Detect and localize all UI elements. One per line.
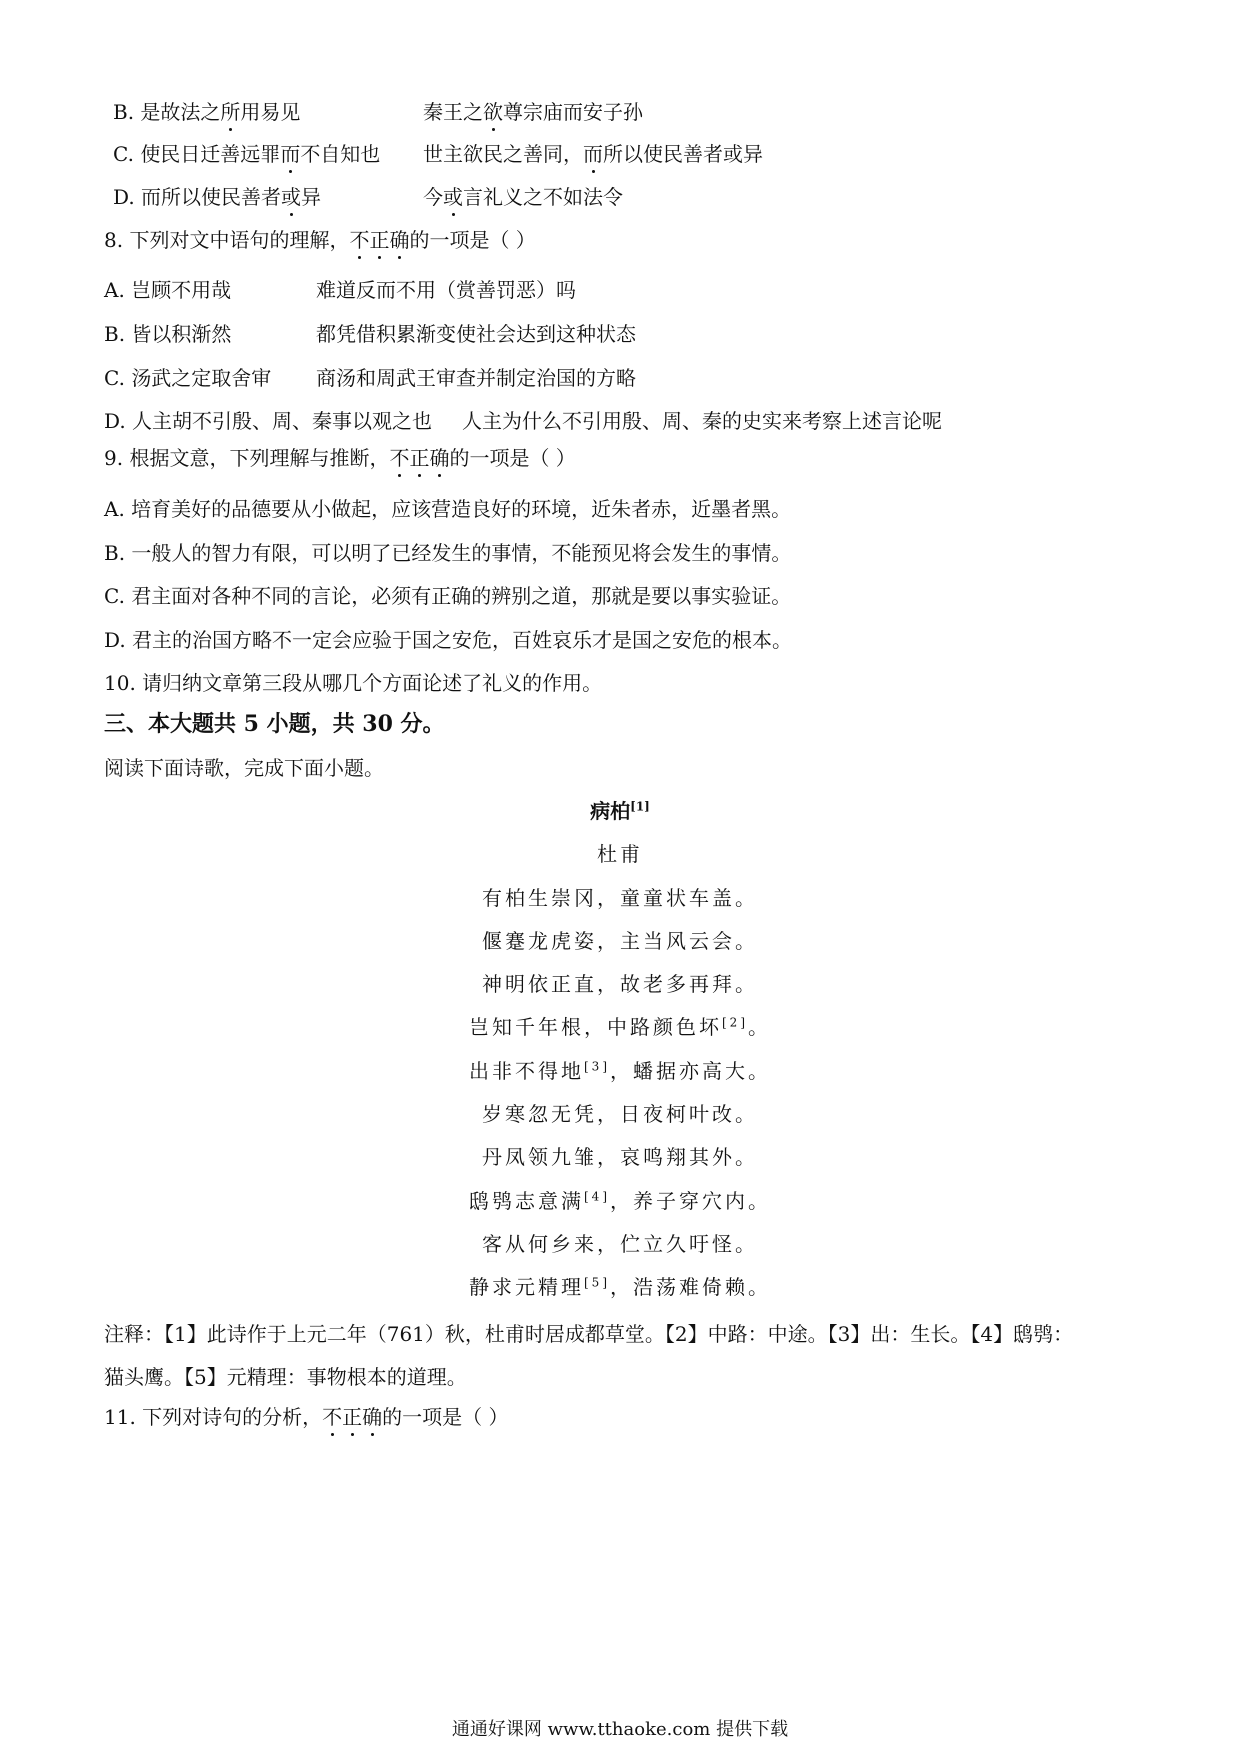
option-letter: D. [104, 628, 126, 652]
poem-line-text: 出非不得地 [469, 1059, 584, 1083]
option-text: 而所以使民善者 [141, 185, 282, 209]
emphasis-char: 不 [322, 1405, 343, 1429]
poem-line [0, 1187, 1240, 1215]
q8-stem [104, 226, 536, 254]
q9-option-a [104, 495, 791, 523]
emphasis-char: 不 [389, 446, 410, 470]
q9-option-c [104, 582, 791, 610]
option-text: 异 [301, 185, 322, 209]
option-text: 岂顾不用哉 [131, 278, 232, 302]
footnote-marker: [3] [584, 1059, 610, 1074]
q8-option-c-meaning: 商汤和周武王审查并制定治国的方略 [316, 366, 636, 390]
option-letter: B. [104, 541, 126, 565]
emphasis-char: 不 [349, 228, 370, 252]
q8-option-b [104, 320, 231, 348]
option-text: 不自知也 [300, 142, 381, 166]
emphasis-char: 确 [362, 1405, 383, 1429]
stem-text: 的一项是（ ） [409, 228, 536, 252]
q11-stem [104, 1403, 509, 1431]
q9-stem [104, 444, 576, 472]
emphasis-char: 确 [389, 228, 410, 252]
poem-line [0, 1057, 1240, 1085]
poem-line [0, 1013, 1240, 1041]
poem-title [0, 797, 1240, 825]
option-text: 用易见 [240, 100, 301, 124]
stem-text: 8. 下列对文中语句的理解， [104, 228, 350, 252]
option-letter: B. [113, 100, 135, 124]
emphasis-char: 正 [342, 1405, 363, 1429]
poem-line: 偃蹇龙虎姿，主当风云会。 [482, 929, 758, 953]
poem-author: 杜甫 [597, 842, 643, 866]
footnote-marker: [5] [584, 1275, 610, 1290]
poem-line-text: 鸱鸮志意满 [469, 1189, 584, 1213]
section-heading: 三、本大题共 5 小题，共 30 分。 [104, 711, 445, 737]
option-text: 是故法之 [140, 100, 221, 124]
stem-text: 11. 下列对诗句的分析， [104, 1405, 323, 1429]
footnote-marker: [2] [722, 1015, 748, 1030]
poem-line [0, 1273, 1240, 1301]
option-letter: D. [104, 409, 126, 433]
q8-option-a-meaning: 难道反而不用（赏善罚恶）吗 [316, 278, 576, 302]
q9-option-d [104, 626, 792, 654]
q7-option-c-right [423, 140, 763, 168]
option-text: 世主欲民之善同， [423, 142, 583, 166]
footer-watermark: 通通好课网 www.tthaoke.com 提供下载 [451, 1719, 789, 1740]
poem-notes-line1: 注释：【1】此诗作于上元二年（761）秋，杜甫时居成都草堂。【2】中路：中途。【3】出：生长。【4】鸱鸮： [104, 1322, 1074, 1346]
emphasis-char: 或 [443, 185, 463, 209]
poem-line: 丹凤领九雏，哀鸣翔其外。 [482, 1145, 758, 1169]
q8-option-b-meaning: 都凭借积累渐变使社会达到这种状态 [316, 322, 636, 346]
option-text: 所以使民善者或异 [603, 142, 763, 166]
option-text: 今 [423, 185, 443, 209]
option-letter: C. [104, 366, 125, 390]
option-text: 君主面对各种不同的言论，必须有正确的辨别之道，那就是要以事实验证。 [131, 584, 792, 608]
poem-line-text: ，浩荡难倚赖。 [610, 1275, 771, 1299]
poem-line: 神明依正直，故老多再拜。 [482, 972, 758, 996]
poem-line-text: ，养子穿穴内。 [610, 1189, 771, 1213]
q7-option-d [113, 183, 321, 211]
emphasis-char: 而 [583, 142, 603, 166]
emphasis-char: 而 [280, 142, 301, 166]
q7-option-b [113, 98, 300, 126]
poem-line-text: 静求元精理 [469, 1275, 584, 1299]
q10-stem: 10. 请归纳文章第三段从哪几个方面论述了礼义的作用。 [104, 671, 603, 695]
q8-option-a [104, 276, 231, 304]
option-letter: C. [113, 142, 134, 166]
emphasis-char: 正 [409, 446, 430, 470]
emphasis-char: 确 [429, 446, 450, 470]
option-text: 言礼义之不如法令 [463, 185, 623, 209]
q7-option-b-right [423, 98, 643, 126]
emphasis-char: 正 [369, 228, 390, 252]
poem-line: 有柏生崇冈，童童状车盖。 [482, 886, 758, 910]
stem-text: 的一项是（ ） [449, 446, 576, 470]
poem-line-text: 岂知千年根，中路颜色坏 [469, 1015, 722, 1039]
option-text: 培育美好的品德要从小做起，应该营造良好的环境，近朱者赤，近墨者黑。 [131, 497, 792, 521]
q9-option-b [104, 539, 791, 567]
option-text: 汤武之定取舍审 [131, 366, 272, 390]
poem-line: 客从何乡来，伫立久吁怪。 [482, 1232, 758, 1256]
footnote-marker: [1] [630, 799, 650, 814]
q7-option-c [113, 140, 380, 168]
option-text: 尊宗庙而安子孙 [503, 100, 643, 124]
section-intro: 阅读下面诗歌，完成下面小题。 [104, 756, 384, 780]
option-text: 秦王之 [423, 100, 483, 124]
option-text: 使民日迁善远罪 [140, 142, 281, 166]
emphasis-char: 所 [220, 100, 241, 124]
option-text: 皆以积渐然 [131, 322, 232, 346]
option-text: 人主胡不引殷、周、秦事以观之也 [132, 409, 433, 433]
q8-option-d [104, 407, 432, 435]
option-letter: A. [104, 497, 125, 521]
q8-option-d-meaning: 人主为什么不引用殷、周、秦的史实来考察上述言论呢 [462, 409, 942, 433]
option-letter: C. [104, 584, 125, 608]
emphasis-char: 或 [281, 185, 302, 209]
stem-text: 9. 根据文意，下列理解与推断， [104, 446, 390, 470]
poem-line-text: ，蟠据亦高大。 [610, 1059, 771, 1083]
option-text: 君主的治国方略不一定会应验于国之安危，百姓哀乐才是国之安危的根本。 [132, 628, 793, 652]
option-letter: D. [113, 185, 135, 209]
option-letter: B. [104, 322, 126, 346]
poem-title-text: 病柏 [590, 799, 631, 823]
option-text: 一般人的智力有限，可以明了已经发生的事情，不能预见将会发生的事情。 [131, 541, 792, 565]
poem-notes-line2: 猫头鹰。【5】元精理：事物根本的道理。 [104, 1365, 467, 1389]
poem-line: 岁寒忽无凭，日夜柯叶改。 [482, 1102, 758, 1126]
q7-option-d-right [423, 183, 623, 211]
poem-line-text: 。 [748, 1015, 771, 1039]
q8-option-c [104, 364, 271, 392]
footnote-marker: [4] [584, 1189, 610, 1204]
option-letter: A. [104, 278, 125, 302]
stem-text: 的一项是（ ） [382, 1405, 509, 1429]
emphasis-char: 欲 [483, 100, 503, 124]
